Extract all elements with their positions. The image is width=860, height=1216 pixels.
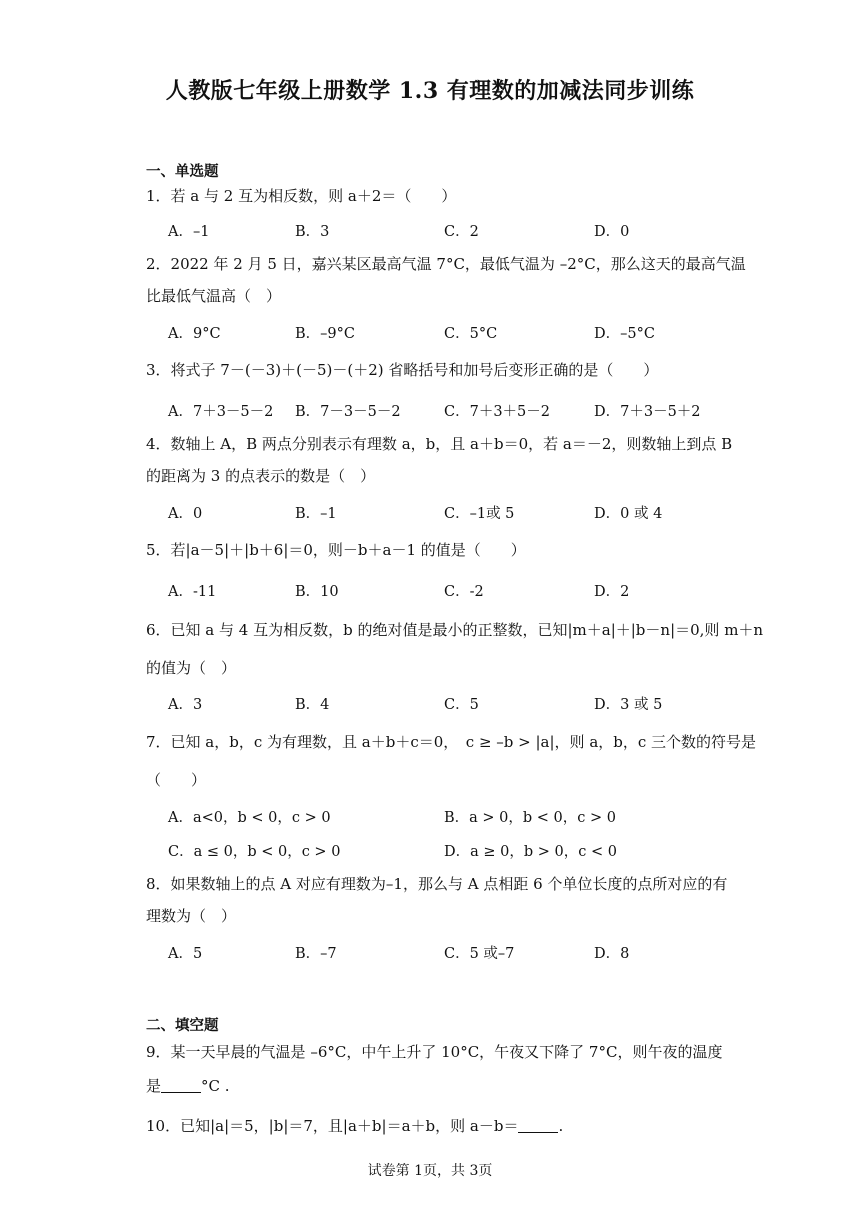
- question-4-options: [168, 502, 768, 522]
- option-d[interactable]: D．–5°C: [594, 326, 655, 342]
- question-7-stem-line1: 7．已知 a，b，c 为有理数，且 a＋b＋c＝0， c ≥ –b > |a|，则 a，b，c 三个数的符号是: [146, 733, 757, 751]
- question-5-stem: 5．若|a－5|＋|b＋6|＝0，则－b＋a－1 的值是（ ）: [146, 541, 526, 559]
- option-c[interactable]: C．a ≤ 0，b < 0，c > 0: [168, 844, 341, 860]
- section-heading-single-choice: 一、单选题: [146, 163, 219, 180]
- question-7-stem-line2: （ ）: [146, 771, 207, 789]
- option-d[interactable]: D．0 或 4: [594, 506, 663, 522]
- option-b[interactable]: B．–1: [295, 506, 337, 522]
- question-3-options: [168, 400, 768, 420]
- option-a[interactable]: A．a<0，b < 0，c > 0: [168, 810, 331, 826]
- question-5-options: [168, 580, 768, 600]
- option-c[interactable]: C．5°C: [444, 326, 498, 342]
- question-1-stem: 1．若 a 与 2 互为相反数，则 a＋2＝（ ）: [146, 187, 457, 205]
- option-d[interactable]: D．8: [594, 946, 630, 962]
- option-b[interactable]: B．–7: [295, 946, 337, 962]
- option-d[interactable]: D．2: [594, 584, 630, 600]
- option-d[interactable]: D．a ≥ 0，b > 0，c < 0: [444, 844, 617, 860]
- question-10-suffix: .: [558, 1117, 564, 1135]
- question-7-options-row1: [168, 806, 768, 826]
- option-a[interactable]: A．3: [168, 697, 203, 713]
- question-6-stem-line1: 6．已知 a 与 4 互为相反数，b 的绝对值是最小的正整数，已知|m＋a|＋|b－n|＝0,则 m＋n: [146, 621, 764, 639]
- question-3-stem: 3．将式子 7－(－3)＋(－5)－(＋2) 省略括号和加号后变形正确的是（ ）: [146, 361, 659, 379]
- page-title: 人教版七年级上册数学 1.3 有理数的加减法同步训练: [165, 78, 695, 104]
- option-d[interactable]: D．3 或 5: [594, 697, 663, 713]
- option-b[interactable]: B．10: [295, 584, 339, 600]
- option-c[interactable]: C．–1或 5: [444, 506, 515, 522]
- option-b[interactable]: B．3: [295, 224, 330, 240]
- answer-blank[interactable]: [161, 1078, 201, 1093]
- option-a[interactable]: A．9°C: [168, 326, 221, 342]
- question-9-prefix: 是: [146, 1077, 162, 1095]
- option-a[interactable]: A．7＋3－5－2: [168, 404, 274, 420]
- option-b[interactable]: B．a > 0，b < 0，c > 0: [444, 810, 616, 826]
- option-c[interactable]: C．5 或–7: [444, 946, 515, 962]
- option-b[interactable]: B．7－3－5－2: [295, 404, 401, 420]
- question-7-options-row2: [168, 840, 768, 860]
- option-a[interactable]: A．–1: [168, 224, 210, 240]
- option-c[interactable]: C．7＋3＋5－2: [444, 404, 550, 420]
- question-2-options: [168, 322, 768, 342]
- question-8-stem-line1: 8．如果数轴上的点 A 对应有理数为–1，那么与 A 点相距 6 个单位长度的点所对应的有: [146, 875, 728, 893]
- question-9-suffix: °C .: [201, 1077, 230, 1095]
- question-8-options: [168, 942, 768, 962]
- question-2-stem-line2: 比最低气温高（ ）: [146, 287, 282, 305]
- section-heading-fill-in: 二、填空题: [146, 1017, 219, 1034]
- option-c[interactable]: C．5: [444, 697, 479, 713]
- option-a[interactable]: A．0: [168, 506, 203, 522]
- question-6-stem-line2: 的值为（ ）: [146, 659, 237, 677]
- page-footer: 试卷第 1页，共 3页: [367, 1163, 493, 1179]
- answer-blank[interactable]: [518, 1118, 558, 1133]
- question-4-stem-line2: 的距离为 3 的点表示的数是（ ）: [146, 467, 376, 485]
- question-1-options: [168, 220, 768, 240]
- question-10-stem: [146, 1116, 563, 1136]
- question-4-stem-line1: 4．数轴上 A，B 两点分别表示有理数 a，b，且 a＋b＝0，若 a＝－2，则数轴上到点 B: [146, 435, 733, 453]
- option-c[interactable]: C．2: [444, 224, 479, 240]
- option-b[interactable]: B．–9°C: [295, 326, 355, 342]
- option-d[interactable]: D．7＋3－5＋2: [594, 404, 701, 420]
- option-a[interactable]: A．-11: [168, 584, 217, 600]
- question-10-text: 10．已知|a|＝5，|b|＝7，且|a＋b|＝a＋b，则 a－b＝: [146, 1117, 519, 1135]
- question-9-stem-line1: 9．某一天早晨的气温是 –6°C，中午上升了 10°C，午夜又下降了 7°C，则午夜的温度: [146, 1043, 723, 1061]
- option-c[interactable]: C．-2: [444, 584, 484, 600]
- question-6-options: [168, 693, 768, 713]
- question-2-stem-line1: 2．2022 年 2 月 5 日，嘉兴某区最高气温 7°C，最低气温为 –2°C，那么这天的最高气温: [146, 255, 746, 273]
- question-8-stem-line2: 理数为（ ）: [146, 907, 237, 925]
- option-a[interactable]: A．5: [168, 946, 203, 962]
- question-9-stem-line2: [146, 1076, 230, 1096]
- option-b[interactable]: B．4: [295, 697, 330, 713]
- option-d[interactable]: D．0: [594, 224, 630, 240]
